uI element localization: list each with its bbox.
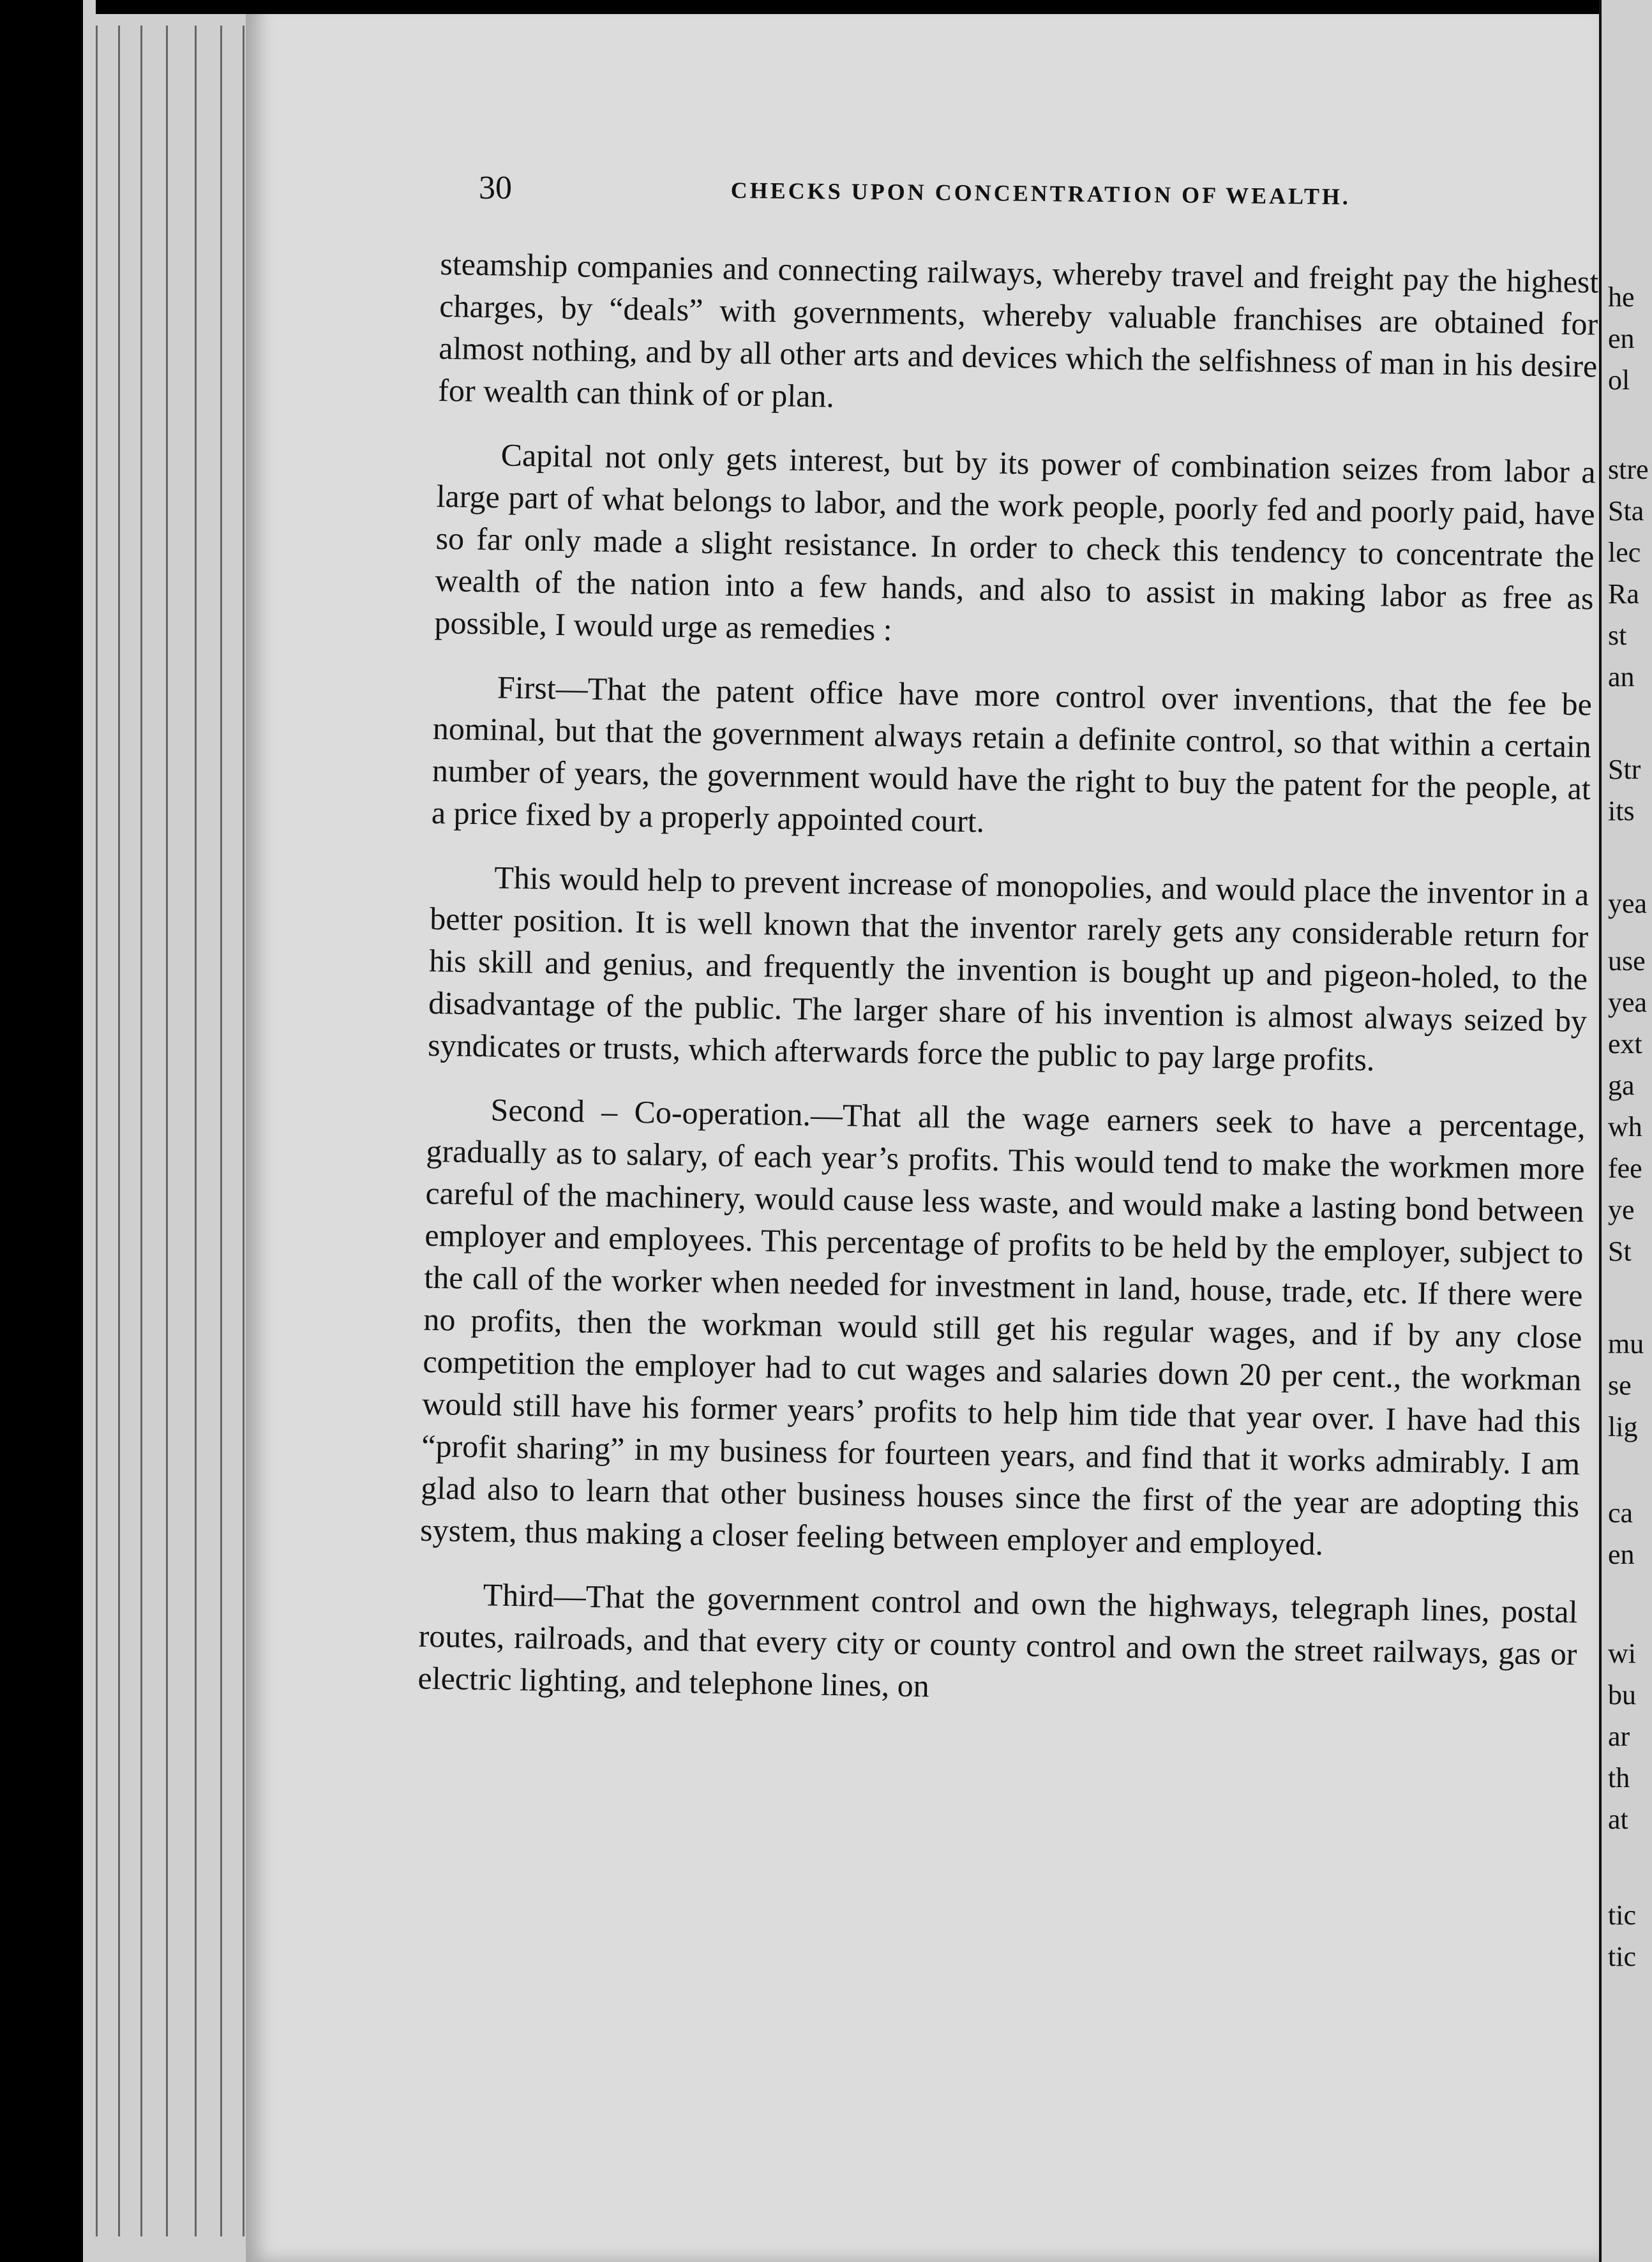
adjacent-page-fragment: en: [1608, 323, 1635, 354]
adjacent-page-fragment: tic: [1608, 1899, 1636, 1931]
adjacent-page-fragment: mu: [1608, 1328, 1644, 1359]
adjacent-page-fragment: tic: [1608, 1941, 1636, 1972]
adjacent-page-fragment: ol: [1608, 364, 1630, 396]
adjacent-page-fragment: Ra: [1608, 578, 1639, 610]
page-edge-line: [118, 26, 120, 2236]
adjacent-page-fragment: th: [1608, 1762, 1630, 1794]
adjacent-page-fragment: en: [1608, 1539, 1635, 1570]
adjacent-page: [1599, 0, 1652, 2262]
adjacent-page-fragment: wh: [1608, 1111, 1642, 1142]
page-edge-line: [195, 26, 197, 2236]
adjacent-page-fragment: ca: [1608, 1497, 1633, 1529]
adjacent-page-fragment: an: [1608, 661, 1635, 693]
adjacent-page-fragment: ye: [1608, 1194, 1635, 1225]
adjacent-page-fragment: yea: [1608, 888, 1648, 919]
adjacent-page-fragment: he: [1608, 281, 1635, 313]
page-edge-line: [96, 26, 98, 2236]
paragraph: This would help to prevent increase of monopolies, and would place the inventor in a better position. It is well known that the inventor rarely gets any considerable return for his skill and genius, and frequently the invention is bought up and pigeon-holed, to the disadvantage of the public. The larger share of his invention is almost always seized by syndicates or trusts, which afterwards force the public to pay large profits.: [427, 859, 1589, 1078]
adjacent-page-fragment: ar: [1608, 1721, 1630, 1752]
adjacent-page-fragment: St: [1608, 1236, 1632, 1267]
paragraph: First—That the patent office have more control over inventions, that the fee be nominal, but that the government always retain a definite control, so that within a certain number of years, the government would have the right to buy the patent for the people, at a price fixed by a properly appointed court.: [431, 669, 1593, 839]
adjacent-page-fragment: ext: [1608, 1028, 1642, 1060]
adjacent-page-fragment: ga: [1608, 1070, 1635, 1101]
page-edge-line: [220, 26, 222, 2236]
paragraph: steamship companies and connecting railways, whereby travel and freight pay the highest charges, by “deals” with governments, whereby valuable franchises are obtained for almost nothing, and by all other arts and devices which the selfishness of man in his desire for wealth can think of or plan.: [437, 245, 1599, 414]
page-number: 30: [479, 170, 512, 206]
adjacent-page-fragment: at: [1608, 1804, 1628, 1835]
page-edge-line: [166, 26, 168, 2236]
page-edge-line: [243, 26, 244, 2236]
adjacent-page-fragment: stre: [1608, 454, 1649, 485]
page-body: [417, 243, 1599, 1739]
adjacent-page-fragment: its: [1608, 795, 1635, 827]
adjacent-page-fragment: fee: [1608, 1153, 1642, 1184]
adjacent-page-fragment: se: [1608, 1370, 1632, 1401]
paragraph: Second – Co-operation.—That all the wage earners seek to have a percentage, gradually as to salary, of each year’s profits. This would tend to make the workmen more careful of the machinery, would cause less waste, and would make a lasting bond between employer and employees. This percentage of profits to be held by the employer, subject to the call of the worker when needed for investment in land, house, trade, etc. If there were no profits, then the workman would still get his regular wages, and if by any close competition the employer had to cut wages and salaries down 20 per cent., the workman would still have his former years’ profits to help him tide that year over. I have had this “profit sharing” in my business for fourteen years, and find that it works admirably. I am glad also to learn that other business houses since the first of the year are adopting this system, thus making a closer feeling between employer and employed.: [419, 1091, 1586, 1562]
adjacent-page-fragment: wi: [1608, 1638, 1636, 1669]
paragraph: Capital not only gets interest, but by its power of combination seizes from labor a large part of what belongs to labor, and the work people, poorly fed and poorly paid, have so far only made a slight resistance. In order to check this tendency to concentrate the wealth of the nation into a few hands, and also to assist in making labor as free as possible, I would urge as remedies :: [434, 437, 1596, 648]
page-header: [479, 169, 1596, 214]
page-edge-line: [140, 26, 142, 2236]
adjacent-page-fragment: lec: [1608, 537, 1641, 568]
scan-border: [96, 0, 1602, 14]
adjacent-page-fragment: yea: [1608, 987, 1648, 1018]
adjacent-page-fragment: st: [1608, 620, 1627, 651]
adjacent-page-fragment: Sta: [1608, 495, 1644, 527]
adjacent-page-fragment: lig: [1608, 1411, 1638, 1442]
book-page-edges: [83, 0, 262, 2262]
paragraph: Third—That the government control and own the highways, telegraph lines, postal routes, railroads, and that every city or county control and own the street railways, gas or electric lighting, and telephone lines, on: [417, 1577, 1578, 1704]
running-head: CHECKS UPON CONCENTRATION OF WEALTH.: [730, 177, 1351, 210]
adjacent-page-fragment: use: [1608, 945, 1646, 977]
adjacent-page-fragment: Str: [1608, 754, 1641, 785]
adjacent-page-fragment: bu: [1608, 1679, 1636, 1711]
